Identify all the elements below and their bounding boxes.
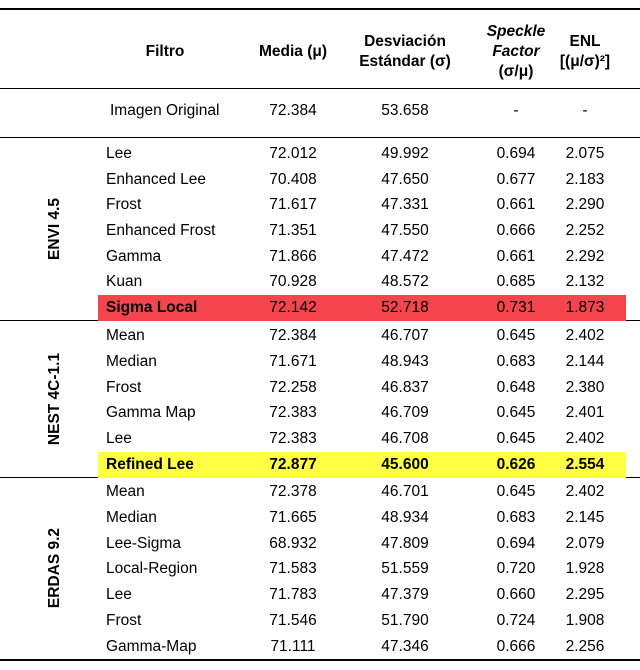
- cell-sf: 0.645: [496, 404, 536, 422]
- table-row: [0, 349, 640, 375]
- table-row: [0, 218, 640, 244]
- table-row: [0, 480, 640, 506]
- cell-name: Sigma Local: [106, 299, 198, 317]
- cell-media: 71.546: [269, 611, 317, 629]
- cell-sd: 51.790: [381, 611, 429, 629]
- table-row: [0, 375, 640, 401]
- table-row: [0, 426, 640, 452]
- cell-sd: 48.934: [381, 509, 429, 527]
- cell-media: 72.383: [269, 430, 317, 448]
- cell-enl: 2.401: [565, 404, 605, 422]
- cell-name: Lee: [106, 586, 132, 604]
- cell-sf: 0.720: [496, 560, 536, 578]
- cell-enl: 1.928: [565, 560, 605, 578]
- cell-name: Gamma: [106, 247, 162, 265]
- original-rule: [0, 137, 640, 138]
- cell-name: Imagen Original: [110, 101, 220, 119]
- table-row: [0, 531, 640, 557]
- cell-enl: 2.079: [565, 534, 605, 552]
- table-row: [0, 141, 640, 167]
- cell-sd: 48.572: [381, 273, 429, 291]
- table-row: [0, 270, 640, 296]
- cell-media: 72.012: [269, 144, 317, 162]
- cell-sd: 53.658: [381, 101, 429, 119]
- cell-sf: 0.694: [496, 144, 536, 162]
- cell-name: Local-Region: [106, 560, 198, 578]
- table-row-highlighted-refined-lee: [98, 452, 626, 478]
- table-row: [0, 324, 640, 350]
- cell-media: 72.384: [269, 101, 317, 119]
- cell-enl: 2.554: [565, 455, 605, 473]
- cell-sd: 46.708: [381, 430, 429, 448]
- cell-media: 70.928: [269, 273, 317, 291]
- cell-sd: 46.837: [381, 378, 429, 396]
- cell-sd: 46.707: [381, 327, 429, 345]
- cell-sf: 0.626: [496, 455, 536, 473]
- cell-media: 72.877: [269, 455, 317, 473]
- cell-enl: 2.256: [565, 637, 605, 655]
- header-rule: [0, 88, 640, 89]
- cell-sd: 47.331: [381, 196, 429, 214]
- cell-media: 72.258: [269, 378, 317, 396]
- cell-sf: 0.660: [496, 586, 536, 604]
- cell-name: Gamma-Map: [106, 637, 197, 655]
- cell-sf: -: [513, 101, 519, 119]
- table-row-original: [0, 98, 640, 124]
- cell-name: Frost: [106, 611, 142, 629]
- cell-sd: 47.650: [381, 170, 429, 188]
- group-label-envi: ENVI 4.5: [46, 197, 63, 261]
- cell-sf: 0.661: [496, 247, 536, 265]
- cell-enl: 2.290: [565, 196, 605, 214]
- cell-sd: 47.346: [381, 637, 429, 655]
- cell-sd: 47.472: [381, 247, 429, 265]
- cell-sd: 52.718: [381, 299, 429, 317]
- cell-sf: 0.648: [496, 378, 536, 396]
- top-rule: [0, 8, 640, 10]
- cell-sf: 0.683: [496, 509, 536, 527]
- table-row: [0, 608, 640, 634]
- cell-name: Enhanced Lee: [106, 170, 206, 188]
- cell-sf: 0.677: [496, 170, 536, 188]
- header-speckle-factor: Speckle Factor (σ/μ): [486, 23, 546, 80]
- cell-media: 71.617: [269, 196, 317, 214]
- cell-sd: 51.559: [381, 560, 429, 578]
- cell-sf: 0.731: [496, 299, 536, 317]
- header-desviacion: Desviación Estándar (σ): [359, 33, 451, 70]
- cell-media: 71.665: [269, 509, 317, 527]
- cell-enl: 1.873: [565, 299, 605, 317]
- cell-media: 72.378: [269, 483, 317, 501]
- cell-name: Lee: [106, 144, 132, 162]
- cell-sf: 0.645: [496, 430, 536, 448]
- cell-name: Gamma Map: [106, 404, 196, 422]
- cell-enl: 2.292: [565, 247, 605, 265]
- cell-name: Frost: [106, 378, 142, 396]
- table-row: [0, 582, 640, 608]
- cell-sd: 49.992: [381, 144, 429, 162]
- cell-name: Frost: [106, 196, 142, 214]
- cell-media: 71.351: [269, 221, 317, 239]
- cell-media: 71.583: [269, 560, 317, 578]
- cell-name: Mean: [106, 327, 145, 345]
- cell-enl: 2.144: [565, 353, 605, 371]
- cell-enl: 2.402: [565, 327, 605, 345]
- cell-name: Enhanced Frost: [106, 221, 216, 239]
- cell-name: Lee-Sigma: [106, 534, 181, 552]
- cell-media: 71.866: [269, 247, 317, 265]
- table-row: [0, 557, 640, 583]
- cell-name: Median: [106, 353, 157, 371]
- table-row: [0, 401, 640, 427]
- cell-enl: 2.075: [565, 144, 605, 162]
- cell-enl: 2.183: [565, 170, 605, 188]
- cell-sf: 0.666: [496, 221, 536, 239]
- cell-media: 71.111: [270, 637, 316, 655]
- table-row: [0, 167, 640, 193]
- cell-sd: 47.809: [381, 534, 429, 552]
- table-row-highlighted-sigma-local: [98, 295, 626, 321]
- cell-sd: 45.600: [381, 455, 429, 473]
- table-row: [0, 244, 640, 270]
- cell-sf: 0.683: [496, 353, 536, 371]
- cell-name: Median: [106, 509, 157, 527]
- cell-sd: 47.550: [381, 221, 429, 239]
- cell-sf: 0.666: [496, 637, 536, 655]
- table-row: [0, 505, 640, 531]
- cell-sd: 47.379: [381, 586, 429, 604]
- group-label-nest: NEST 4C-1.1: [46, 352, 63, 446]
- cell-enl: 2.145: [565, 509, 605, 527]
- cell-media: 71.783: [269, 586, 317, 604]
- cell-sd: 46.709: [381, 404, 429, 422]
- cell-media: 70.408: [269, 170, 317, 188]
- cell-sd: 48.943: [381, 353, 429, 371]
- cell-sf: 0.645: [496, 483, 536, 501]
- cell-enl: 2.380: [565, 378, 605, 396]
- cell-sd: 46.701: [381, 483, 429, 501]
- cell-media: 71.671: [269, 353, 317, 371]
- table-row: [0, 192, 640, 218]
- cell-name: Mean: [106, 483, 145, 501]
- cell-sf: 0.724: [496, 611, 536, 629]
- cell-sf: 0.694: [496, 534, 536, 552]
- cell-enl: 2.402: [565, 430, 605, 448]
- cell-media: 72.142: [269, 299, 317, 317]
- cell-sf: 0.661: [496, 196, 536, 214]
- header-media: Media (μ): [258, 43, 328, 60]
- header-enl: ENL [(μ/σ)²]: [559, 33, 611, 70]
- cell-sf: 0.685: [496, 273, 536, 291]
- cell-name: Lee: [106, 430, 132, 448]
- cell-enl: 2.252: [565, 221, 605, 239]
- cell-name: Kuan: [106, 273, 143, 291]
- cell-media: 72.384: [269, 327, 317, 345]
- table-row: [0, 634, 640, 660]
- cell-enl: 2.132: [565, 273, 605, 291]
- group-label-erdas: ERDAS 9.2: [46, 527, 63, 609]
- cell-media: 72.383: [269, 404, 317, 422]
- cell-enl: -: [582, 101, 588, 119]
- cell-sf: 0.645: [496, 327, 536, 345]
- header-filtro: Filtro: [145, 43, 185, 60]
- cell-enl: 1.908: [565, 611, 605, 629]
- cell-enl: 2.402: [565, 483, 605, 501]
- cell-name: Refined Lee: [106, 455, 194, 473]
- cell-enl: 2.295: [565, 586, 605, 604]
- cell-media: 68.932: [269, 534, 317, 552]
